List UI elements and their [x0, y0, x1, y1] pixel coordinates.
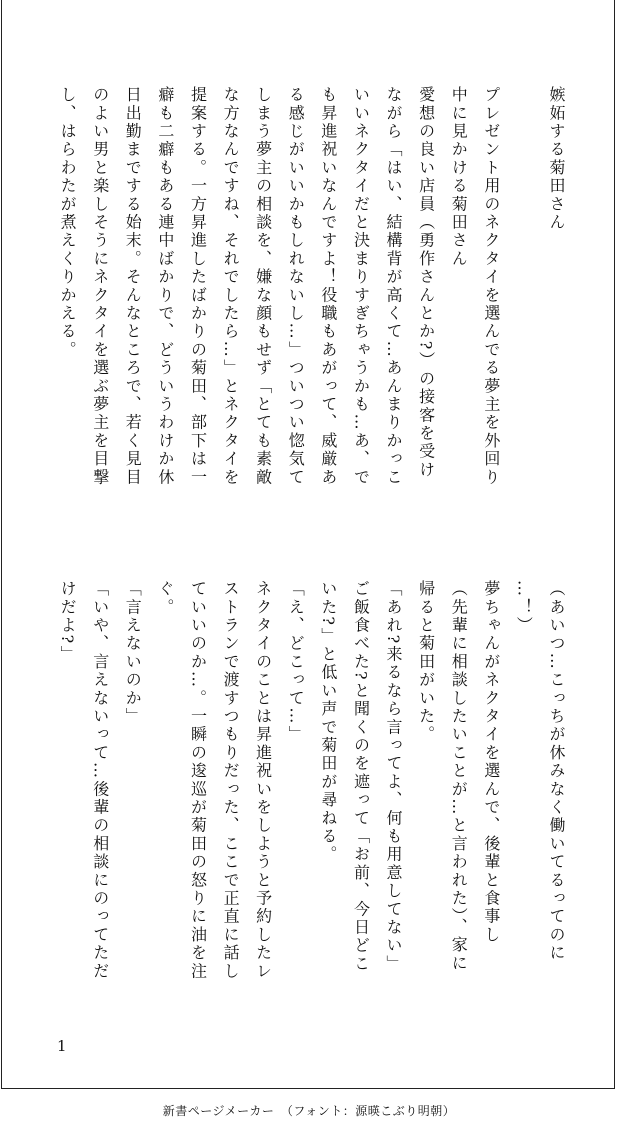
page-frame	[1, 0, 615, 1089]
text-column: （先輩に相談したいことが…と言われた）、家に	[449, 580, 469, 973]
text-column: いいネクタイだと決まりすぎちゃうかも…あ、で	[351, 86, 371, 487]
text-column: ぐ。	[155, 580, 175, 617]
text-column: 日出勤までする始末。そんなところで、若く見目	[123, 86, 143, 487]
text-column: …！）	[514, 580, 534, 635]
text-column: ていいのか…。一瞬の逡巡が菊田の怒りに油を注	[188, 580, 208, 981]
text-column: 夢ちゃんがネクタイを選んで、後輩と食事し	[481, 580, 501, 944]
text-column: 中に見かける菊田さん	[449, 86, 469, 268]
text-column: ながら「はい、結構背が高くて…あんまりかっこ	[384, 86, 404, 487]
text-column: のよい男と楽しそうにネクタイを選ぶ夢主を目撃	[90, 86, 110, 487]
text-column: 帰ると菊田がいた。	[416, 580, 436, 744]
text-column: ご飯食べた?と聞くのを遮って「お前、今日どこ	[351, 580, 371, 973]
text-column: も昇進祝いなんですよ！役職もあがって、威厳あ	[318, 86, 338, 487]
upper-text-block	[51, 86, 573, 506]
blank-column	[507, 86, 540, 506]
text-column: な方なんですね、それでしたら…」とネクタイを	[221, 86, 241, 487]
text-column: プレゼント用のネクタイを選んでる夢主を外回り	[481, 86, 501, 487]
text-column: 愛想の良い店員（勇作さんとか?）の接客を受け	[416, 86, 436, 479]
text-column: し、はらわたが煮えくりかえる。	[58, 86, 78, 359]
text-column: ネクタイのことは昇進祝いをしようと予約したレ	[253, 580, 273, 981]
text-column: （あいつ…こっちが休みなく働いてるってのに	[547, 580, 566, 963]
text-column: いた?」と低い声で菊田が尋ねる。	[318, 580, 338, 864]
story-title: 嫉妬する菊田さん	[547, 86, 566, 232]
text-column: 「え、どこって…」	[286, 580, 306, 744]
text-column: 「あれ?来るなら言ってよ、何も用意してない」	[384, 580, 404, 973]
text-column: 「いや、言えないって…後輩の相談にのってただ	[90, 580, 110, 981]
text-column: けだよ?」	[58, 580, 78, 664]
text-column: 癖も二癖もある連中ばかりで、どういうわけか休	[155, 86, 175, 487]
text-column: る感じがいいかもしれないし…」ついつい惚気て	[286, 86, 306, 487]
text-column: 「言えないのか」	[123, 580, 143, 726]
text-column: 提案する。一方昇進したばかりの菊田、部下は一	[188, 86, 208, 487]
text-column: ストランで渡すつもりだった、ここで正直に話し	[221, 580, 241, 981]
lower-text-block	[51, 580, 573, 1000]
page-number: 1	[57, 1037, 67, 1055]
text-column: しまう夢主の相談を、嫌な顔もせず「とても素敵	[253, 86, 273, 487]
footer-credit: 新書ページメーカー （フォント：源暎こぶり明朝）	[162, 1104, 456, 1118]
